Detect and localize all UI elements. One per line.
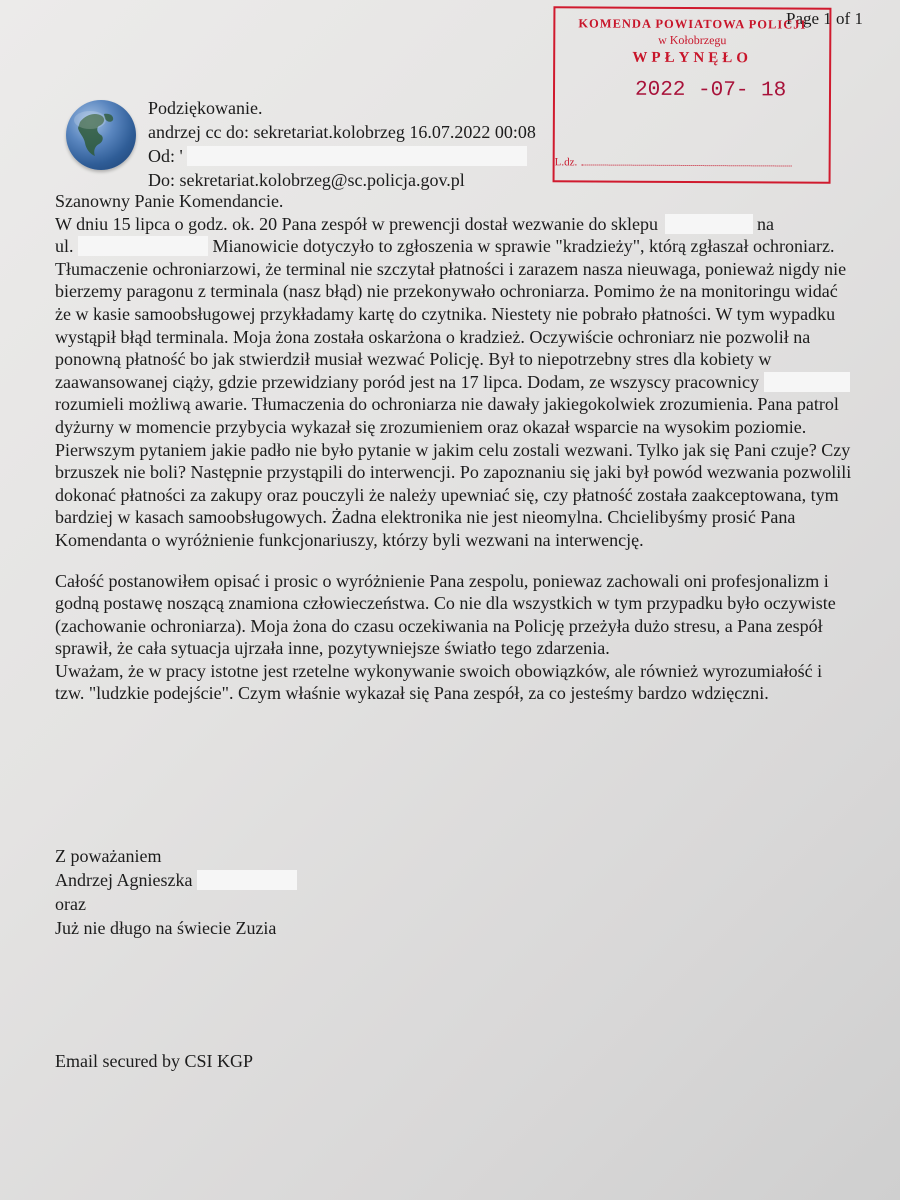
- signature-names-text: Andrzej Agnieszka: [55, 870, 193, 890]
- stamp-ldz: [555, 156, 829, 169]
- redaction-street: [78, 236, 208, 256]
- redaction-shop-staff: [764, 372, 850, 392]
- letter-body: [55, 190, 855, 705]
- signature-closing: Z poważaniem: [55, 846, 162, 866]
- body-line-2-start: ul.: [55, 236, 74, 257]
- body-paragraph-3: Uważam, że w pracy istotne jest rzetelne wykonywanie swoich obowiązków, ale również wyrozumiałość i tzw. "ludzkie podejście". Czym właśnie wykazał się Pana zespół, za co jesteśmy bardzo wdzięczni.: [55, 660, 823, 704]
- redaction-store: [665, 214, 753, 234]
- stamp-received-label: WPŁYNĘŁO: [632, 49, 752, 67]
- signature-last: Już nie długo na świecie Zuzia: [55, 918, 277, 938]
- page-number: Page 1 of 1: [786, 9, 863, 28]
- globe-icon: [66, 100, 136, 170]
- body-line-1: [55, 213, 855, 236]
- greeting: Szanowny Panie Komendancie.: [55, 191, 284, 211]
- received-stamp: [553, 6, 832, 183]
- redaction-from: [187, 146, 527, 166]
- signature-names: [55, 868, 297, 892]
- email-sender-line: andrzej cc do: sekretariat.kolobrzeg 16.07.2022 00:08: [148, 122, 536, 142]
- body-paragraph-1: [55, 235, 855, 551]
- email-subject: Podziękowanie.: [148, 98, 263, 118]
- body-paragraph-1-part-2: możliwą awarie. Tłumaczenia do ochroniarza nie dawały jakiegokolwiek zrozumienia. Pana patrol dyżurny w momencie przybycia wykazał się zrozumieniem oraz okazał wsparcie na wysokim poziomie. Pierwszym pytaniem jakie padło nie było pytanie w jakim celu zostali wezwani. Tylko jak się Pani czuje? Czy brzuszek nie boli? Następnie przystąpili do interwencji. Po zapoznaniu się jaki był powód wezwania pozwolili dokonać płatności za zakupy oraz pouczyli że należy upewniać się, czy płatność została zaakceptowana, tym bardziej w kasach samoobsługowych. Żadna elektronika nie jest nieomylna. Chcielibyśmy prosić Pana Komendanta o wyróżnienie funkcjonariuszy, którzy byli wezwani na interwencję.: [55, 394, 852, 550]
- stamp-authority: KOMENDA POWIATOWA POLICJI: [578, 16, 807, 32]
- stamp-date: 2022 -07- 18: [634, 78, 787, 103]
- signature-block: [55, 844, 297, 940]
- email-header: [148, 96, 536, 192]
- stamp-city: w Kołobrzegu: [658, 32, 727, 48]
- redaction-surname: [197, 870, 297, 890]
- signature-oraz: oraz: [55, 894, 86, 914]
- stamp-ldz-dots: [581, 164, 791, 166]
- body-paragraph-2: Całość postanowiłem opisać i prosic o wyróżnienie Pana zespolu, poniewaz zachowali oni profesjonalizm i godną postawę noszącą znamiona człowieczeństwa. Co nie dla wszystkich w tym przypadku było oczywiste (zachowanie ochroniarza). Moja żona do czasu oczekiwania na Policję przeżyła dużo stresu, a Pana zespół sprawił, że cała sytuacja ujrzała inne, pozytywniejsze światło tego zdarzenia.: [55, 570, 836, 659]
- stamp-ldz-label: L.dz.: [554, 156, 578, 169]
- email-from-label: Od: ': [148, 146, 183, 166]
- body-line-1-text: W dniu 15 lipca o godz. ok. 20 Pana zespół w prewencji dostał wezwanie do sklepu: [55, 213, 659, 234]
- body-line-2-text: Mianowicie dotyczyło to zgłoszenia w sprawie "kradzieży", którą zgłaszał: [212, 236, 749, 257]
- paragraph-gap: [55, 552, 855, 570]
- email-from-line: [148, 144, 536, 168]
- body-line-1-end: na: [757, 213, 775, 234]
- body-paragraph-1-part-1: ochroniarz. Tłumaczenie ochroniarzowi, że terminal nie szczytał płatności i zarazem nasza nieuwaga, ponieważ nigdy nie bierzemy paragonu z terminala (nasz błąd) nie przekonywało ochroniarza. Pomimo że na monitoringu widać że w kasie samoobsługowej przykładamy kartę do czytnika. Niestety nie pobrało płatności. W tym wypadku wystąpił błąd terminala. Moja żona została oskarżona o kradzież. Oczywiście ochroniarz nie pozwolił na ponowną płatność bo jak stwierdził musiał wezwać Policję. Był to niepotrzebny stres dla kobiety w zaawansowanej ciąży, gdzie przewidziany poród jest na 17 lipca. Dodam, ze wszyscy pracownicy: [55, 236, 847, 392]
- globe-icon-graphic: [66, 100, 136, 170]
- email-to-line: Do: sekretariat.kolobrzeg@sc.policja.gov.pl: [148, 170, 465, 190]
- email-footer: Email secured by CSI KGP: [55, 1051, 253, 1071]
- body-paragraph-1-mid: rozumieli: [55, 394, 124, 415]
